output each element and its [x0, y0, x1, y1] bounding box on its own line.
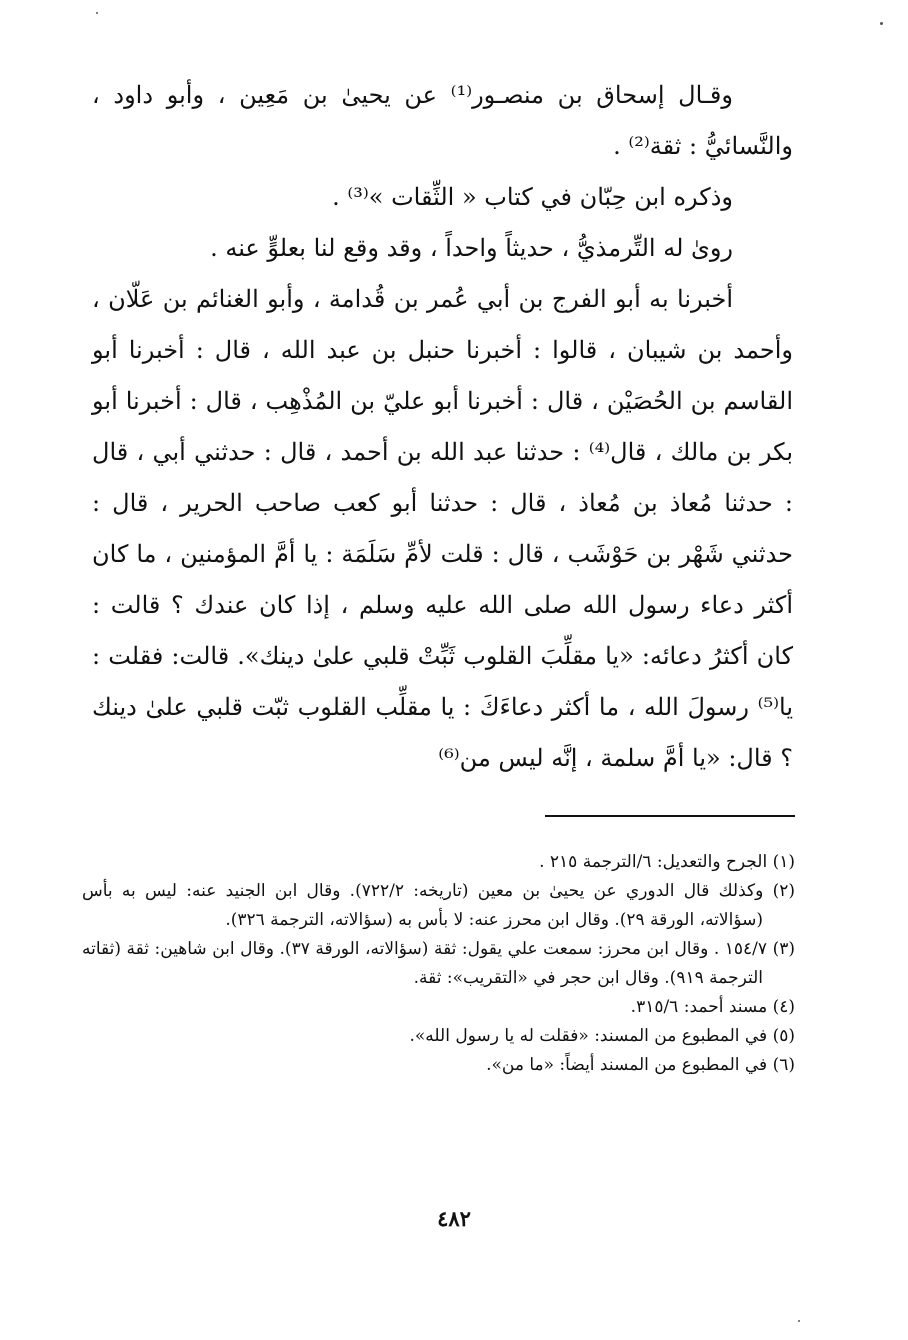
- scan-speck: [798, 1320, 800, 1322]
- footnote: (٦) في المطبوع من المسند أيضاً: «ما من».: [486, 1055, 795, 1075]
- paragraph: وقـال إسحاق بن منصـور⁽¹⁾ عن يحيىٰ بن مَعِين ، وأبو داود ، والنَّسائيُّ : ثقة⁽²⁾ .: [92, 81, 793, 160]
- scan-speck: [880, 22, 883, 25]
- footnote-divider: [545, 815, 795, 817]
- footnote: (٥) في المطبوع من المسند: «فقلت له يا رسول الله».: [409, 1026, 795, 1046]
- main-text-block: [92, 70, 793, 784]
- footnotes-block: [82, 848, 795, 1080]
- footnote: (١) الجرح والتعديل: ٦/الترجمة ٢١٥ .: [539, 852, 795, 872]
- footnote: (٣) ١٥٤/٧ . وقال ابن محرز: سمعت علي يقول: ثقة (سؤالاته، الورقة ٣٧). وقال ابن شاهين: ثقة (ثقاته الترجمة ٩١٩). وقال ابن حجر في «التقريب»: ثقة.: [82, 939, 795, 988]
- page-number: ٤٨٢: [437, 1206, 471, 1231]
- paragraph: أخبرنا به أبو الفرج بن أبي عُمر بن قُدامة ، وأبو الغنائم بن عَلّان ، وأحمد بن شيبان ، قالوا : أخبرنا حنبل بن عبد الله ، قال : أخبرنا أبو القاسم بن الحُصَيْن ، قال : أخبرنا أبو عليّ بن المُذْهِب ، قال : أخبرنا أبو بكر بن مالك ، قال⁽⁴⁾ : حدثنا عبد الله بن أحمد ، قال : حدثني أبي ، قال : حدثنا مُعاذ بن مُعاذ ، قال : حدثنا أبو كعب صاحب الحرير ، قال : حدثني شَهْر بن حَوْشَب ، قال : قلت لأمِّ سَلَمَة : يا أمَّ المؤمنين ، ما كان أكثر دعاء رسول الله صلى الله عليه وسلم ، إذا كان عندك ؟ قالت : كان أكثرُ دعائه: «يا مقلِّبَ القلوب ثَبِّتْ قلبي علىٰ دينك». قالت: فقلت : يا⁽⁵⁾ رسولَ الله ، ما أكثر دعاءَكَ : يا مقلِّب القلوب ثبّت قلبي علىٰ دينك ؟ قال: «يا أمَّ سلمة ، إنَّه ليس من⁽⁶⁾: [92, 285, 793, 772]
- paragraph: روىٰ له التِّرمذيُّ ، حديثاً واحداً ، وقد وقع لنا بعلوٍّ عنه .: [210, 234, 733, 262]
- footnote: (٢) وكذلك قال الدوري عن يحيىٰ بن معين (تاريخه: ٧٢٢/٢). وقال ابن الجنيد عنه: ليس به بأس (سؤالاته، الورقة ٢٩). وقال ابن محرز عنه: لا بأس به (سؤالاته، الترجمة ٣٢٦).: [82, 881, 795, 930]
- footnote: (٤) مسند أحمد: ٣١٥/٦.: [630, 997, 795, 1017]
- paragraph: وذكره ابن حِبّان في كتاب « الثِّقات »⁽³⁾ .: [332, 183, 733, 211]
- scan-speck: [96, 12, 98, 14]
